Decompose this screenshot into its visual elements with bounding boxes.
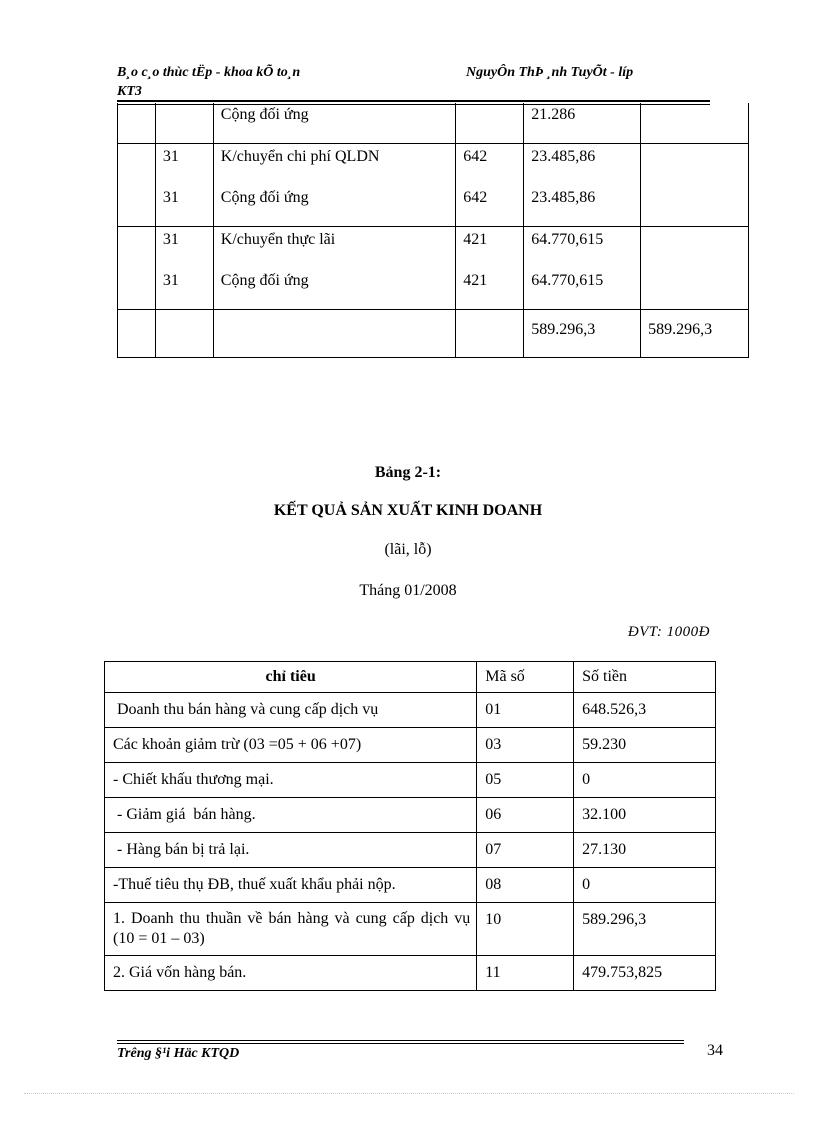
- ledger-cell-debit-text: 589.296,3: [531, 321, 596, 338]
- ledger-cell-day: [155, 103, 213, 144]
- unit-label: ĐVT: 1000Đ: [627, 624, 710, 640]
- report-period: Tháng 01/2008: [359, 582, 457, 599]
- ledger-cell-credit-text: [648, 268, 748, 309]
- ledger-cell-debit-text: 23.485,86: [531, 148, 596, 165]
- ledger-cell-account: [456, 144, 524, 227]
- page-bottom-edge: [24, 1093, 794, 1094]
- ledger-cell-credit: [641, 227, 749, 310]
- ledger-row: [118, 144, 749, 227]
- ledger-cell-description: [213, 310, 456, 358]
- ledger-cell-day: [155, 144, 213, 227]
- code-cell: 05: [477, 763, 574, 798]
- page-number: 34: [707, 1042, 723, 1059]
- report-subtitle: (lãi, lỗ): [384, 541, 432, 558]
- ledger-cell-description-text: K/chuyển chi phí QLDN: [220, 148, 380, 165]
- amount-cell: 648.526,3: [574, 693, 716, 728]
- indicator-cell: 1. Doanh thu thuần về bán hàng và cung cấp dịch vụ (10 = 01 – 03): [105, 903, 477, 956]
- amount-cell: 479.753,825: [574, 956, 716, 991]
- ledger-cell-blank-text: [125, 185, 155, 226]
- amount-cell: 27.130: [574, 833, 716, 868]
- indicator-cell: Các khoản giảm trừ (03 =05 + 06 +07): [105, 728, 477, 763]
- indicator-cell: - Giảm giá bán hàng.: [105, 798, 477, 833]
- header-left-line1: B¸o c¸o thùc tËp - khoa kÕ to¸n: [117, 65, 301, 80]
- ledger-cell-description-text: [221, 310, 456, 357]
- header-right: NguyÔn ThÞ ¸nh TuyÕt - líp: [466, 65, 634, 80]
- ledger-cell-credit-text: [648, 227, 748, 268]
- ledger-cell-account-text: 421: [463, 272, 488, 289]
- amount-cell: 59.230: [574, 728, 716, 763]
- indicator-cell: -Thuế tiêu thụ ĐB, thuế xuất khẩu phải nộp.: [105, 868, 477, 903]
- header-left-line2: KT3: [117, 84, 142, 99]
- table-row: [105, 956, 716, 991]
- ledger-cell-account: [456, 310, 524, 358]
- code-cell: 01: [477, 693, 574, 728]
- table-header-row: [105, 662, 716, 693]
- amount-cell: 32.100: [574, 798, 716, 833]
- code-cell: 08: [477, 868, 574, 903]
- ledger-cell-description-text: Cộng đối ứng: [220, 189, 309, 206]
- indicator-cell: - Chiết khấu thương mại.: [105, 763, 477, 798]
- ledger-cell-debit: [524, 310, 641, 358]
- footer-left: Trêng §¹i Häc KTQD: [117, 1046, 240, 1061]
- ledger-cell-day-text: 31: [162, 231, 179, 248]
- amount-cell: 0: [574, 868, 716, 903]
- indicator-cell: Doanh thu bán hàng và cung cấp dịch vụ: [105, 693, 477, 728]
- amount-cell: 589.296,3: [574, 903, 716, 956]
- ledger-cell-day-text: 31: [162, 148, 179, 165]
- ledger-cell-credit-text: [648, 185, 748, 226]
- table-row: [105, 903, 716, 956]
- ledger-cell-day: [155, 227, 213, 310]
- ledger-cell-account-text: 642: [463, 148, 488, 165]
- ledger-cell-description: [213, 144, 456, 227]
- ledger-cell-blank: [118, 310, 156, 358]
- ledger-cell-blank-text: [125, 268, 155, 309]
- code-cell: 10: [477, 903, 574, 956]
- column-header-amount: Số tiền: [574, 662, 716, 693]
- code-cell: 03: [477, 728, 574, 763]
- table-number: Bảng 2-1:: [374, 464, 442, 481]
- ledger-cell-day-text: [163, 103, 213, 143]
- table-row: [105, 868, 716, 903]
- ledger-cell-day-text: 31: [162, 189, 179, 206]
- ledger-cell-day-text: 31: [162, 272, 179, 289]
- code-cell: 07: [477, 833, 574, 868]
- ledger-cell-credit-text: [648, 144, 748, 185]
- footer-rule-thin: [117, 1043, 684, 1044]
- ledger-row: [118, 227, 749, 310]
- ledger-cell-debit: [524, 227, 641, 310]
- ledger-cell-description-text: Cộng đối ứng: [220, 106, 309, 123]
- ledger-cell-debit-text: 23.485,86: [531, 189, 596, 206]
- ledger-cell-blank-text: [125, 103, 155, 143]
- ledger-cell-blank: [118, 144, 156, 227]
- ledger-cell-credit-text: 589.296,3: [648, 321, 713, 338]
- ledger-cell-credit-text: [648, 103, 748, 143]
- footer-rule: [117, 1040, 684, 1041]
- ledger-cell-account-text: [463, 103, 523, 143]
- table-row: [105, 763, 716, 798]
- table-row: [105, 798, 716, 833]
- header-left: [117, 63, 417, 101]
- ledger-cell-debit: [524, 103, 641, 144]
- ledger-row: [118, 310, 749, 358]
- indicator-cell: - Hàng bán bị trả lại.: [105, 833, 477, 868]
- ledger-cell-account-text: 421: [463, 231, 488, 248]
- code-cell: 06: [477, 798, 574, 833]
- ledger-cell-blank-text: [125, 227, 155, 268]
- table-row: [105, 728, 716, 763]
- ledger-cell-credit: [641, 310, 749, 358]
- table-row: [105, 833, 716, 868]
- ledger-cell-blank: [118, 103, 156, 144]
- report-title: KẾT QUẢ SẢN XUẤT KINH DOANH: [273, 502, 543, 519]
- ledger-cell-day-text: [163, 310, 213, 357]
- ledger-row: [118, 103, 749, 144]
- income-statement-table: [104, 661, 716, 991]
- column-header-indicator: chỉ tiêu: [105, 662, 477, 693]
- ledger-cell-day: [155, 310, 213, 358]
- amount-cell: 0: [574, 763, 716, 798]
- table-row: [105, 693, 716, 728]
- ledger-cell-description: [213, 103, 456, 144]
- ledger-cell-account: [456, 103, 524, 144]
- ledger-cell-account: [456, 227, 524, 310]
- ledger-cell-blank: [118, 227, 156, 310]
- ledger-cell-debit-text: 64.770,615: [531, 231, 604, 248]
- ledger-cell-blank-text: [125, 310, 155, 357]
- ledger-cell-debit: [524, 144, 641, 227]
- indicator-cell: 2. Giá vốn hàng bán.: [105, 956, 477, 991]
- ledger-cell-credit: [641, 144, 749, 227]
- ledger-cell-debit-text: 64.770,615: [531, 272, 604, 289]
- ledger-cell-credit: [641, 103, 749, 144]
- ledger-cell-blank-text: [125, 144, 155, 185]
- ledger-table: [117, 103, 749, 358]
- header-rule: [117, 100, 710, 102]
- ledger-cell-account-text: 642: [463, 189, 488, 206]
- code-cell: 11: [477, 956, 574, 991]
- ledger-cell-account-text: [463, 310, 523, 357]
- column-header-code: Mã số: [477, 662, 574, 693]
- ledger-cell-description-text: K/chuyển thực lãi: [220, 231, 336, 248]
- ledger-cell-debit-text: 21.286: [531, 106, 576, 123]
- ledger-cell-description-text: Cộng đối ứng: [220, 272, 309, 289]
- ledger-cell-description: [213, 227, 456, 310]
